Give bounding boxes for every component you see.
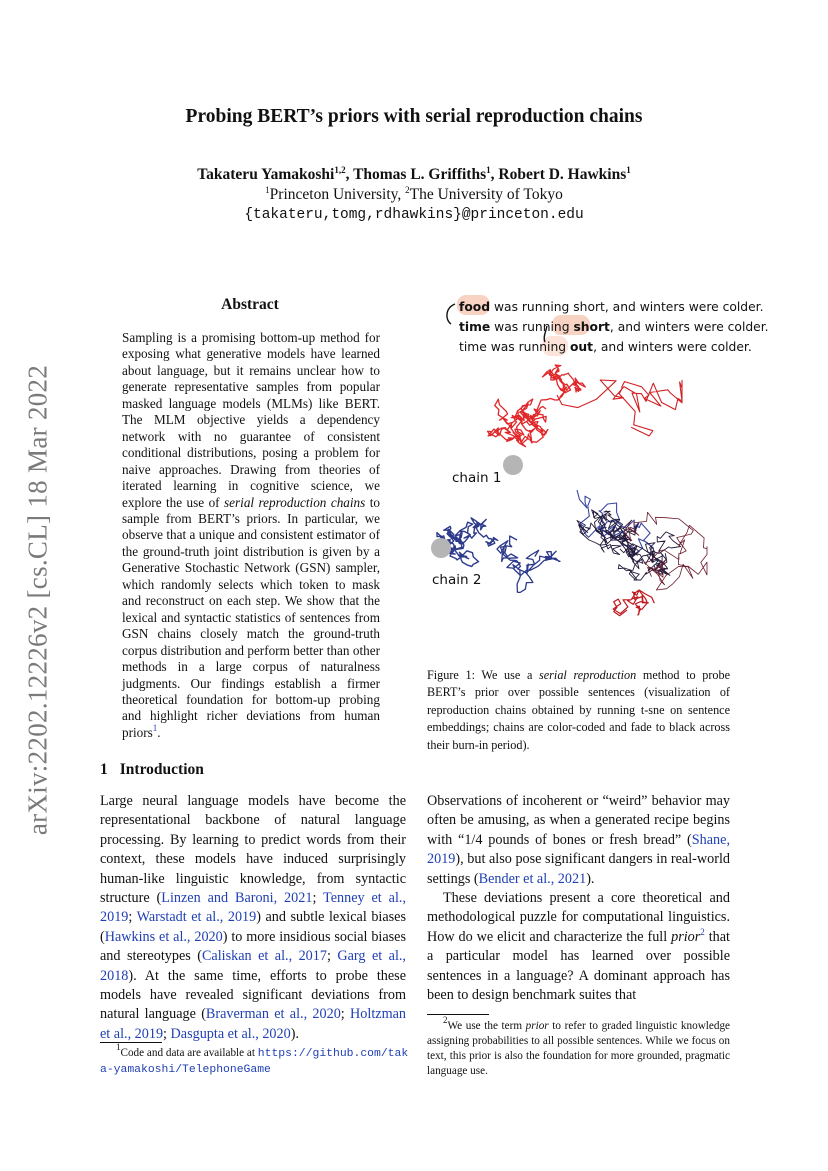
footnote-text: We use the term: [447, 1020, 526, 1032]
citation-link[interactable]: Warstadt et al., 2019: [136, 909, 257, 926]
caption-emphasis: serial reproduction: [539, 668, 637, 682]
citation-link[interactable]: Holtzman et al., 2019: [100, 1006, 406, 1042]
footnote-text: Code and data are available at: [120, 1047, 258, 1059]
figure-1: [427, 290, 769, 660]
footnote-2: [427, 1015, 730, 1079]
code-repository-link[interactable]: https://github.com/taka-yamakoshi/TelephoneGame: [100, 1048, 409, 1076]
affil-mark: 1: [265, 185, 270, 195]
sentence-2-word: short: [573, 320, 610, 334]
citation-link[interactable]: Bender et al., 2021: [478, 870, 587, 887]
caption-text: Figure 1: We use a: [427, 668, 540, 682]
trajectory-segment: [624, 512, 707, 590]
figure-caption: [427, 667, 730, 754]
caption-text: method to probe BERT’s prior over possible sentences (visualization of reproduction chains obtained by running t-sne on sentence embeddings; chains are color-coded and fade to black across their burn-in period).: [427, 668, 730, 752]
citation-link[interactable]: Braverman et al., 2020: [205, 1006, 341, 1023]
paragraph-text: ;: [163, 1025, 171, 1042]
paper-title: Probing BERT’s priors with serial reproduction chains: [185, 106, 643, 127]
abstract-body: [122, 330, 380, 741]
sentence-3-rest: , and winters were colder.: [593, 340, 752, 354]
paragraph-text: ;: [340, 1006, 351, 1023]
sentence-2-rest: , and winters were colder.: [609, 320, 769, 334]
arxiv-id-text: arXiv:2202.12226v2 [cs.CL] 18 Mar 2022: [22, 364, 53, 836]
sentence-3-word: out: [569, 340, 594, 354]
footnote-mark[interactable]: 1: [152, 722, 158, 733]
sentence-3-pre: time was running: [459, 340, 570, 354]
affiliations: [0, 186, 828, 204]
citation-link[interactable]: Hawkins et al., 2020: [104, 928, 223, 945]
sentence-2: [459, 320, 769, 334]
chain-1-trajectory: [488, 365, 682, 616]
citation-link[interactable]: Dasgupta et al., 2020: [170, 1025, 291, 1042]
burn-in-trajectory: [577, 510, 707, 590]
affil-mark: 2: [405, 185, 410, 195]
arxiv-identifier: [18, 360, 58, 840]
footnote-emphasis: prior: [525, 1020, 549, 1032]
author-affil-mark: 1: [486, 165, 491, 175]
author-name: Robert D. Hawkins: [498, 166, 627, 183]
trajectory-segment: [613, 590, 654, 616]
trajectory-segment: [577, 510, 681, 580]
paragraph-text: ). At the same time, efforts to probe these models have revealed significant deviations from natural language (: [100, 967, 406, 1023]
paragraph-text: Large neural language models have become the representational backbone of natural language processing. By learning to predict words from their context, these models have induced surprisingly human-like linguistic knowledge, from syntactic structure (: [100, 793, 406, 907]
prior-term: prior: [671, 928, 701, 945]
paragraph-text: ) to more insidious social biases and stereotypes (: [100, 928, 406, 965]
affiliation: The University of Tokyo: [409, 186, 563, 203]
paragraph-text: that a particular model has learned over possible sentences in a language? A dominant approach has been to design benchmark suites that: [427, 928, 730, 1004]
sentence-1-rest: was running short, and winters were colder.: [490, 300, 764, 314]
citation-link[interactable]: Garg et al., 2018: [100, 948, 406, 984]
section-number: 1: [100, 761, 108, 778]
footnote-rule: [427, 1014, 489, 1015]
affiliation: Princeton University,: [269, 186, 406, 203]
abstract-text-end: .: [157, 724, 161, 740]
sentence-2-mid: was running: [490, 320, 574, 334]
footnote-1: [100, 1042, 410, 1078]
paragraph-text: These deviations present a core theoretical and methodological puzzle for computational linguistics. How do we elicit and characterize the full: [427, 890, 730, 945]
footnote-number: 2: [443, 1015, 448, 1025]
paragraph-text: Observations of incoherent or “weird” behavior may often be amusing, as when a generated recipe begins with “1/4 pounds of bones or fresh bread” (: [427, 793, 730, 848]
author-affil-mark: 1,2: [334, 165, 346, 175]
citation-link[interactable]: Linzen and Baroni, 2021: [161, 890, 313, 907]
author-affil-mark: 1: [626, 165, 631, 175]
citation-link[interactable]: Tenney et al., 2019: [100, 890, 406, 926]
intro-paragraph-3: [427, 889, 730, 1005]
intro-left-column: [100, 792, 406, 1044]
paragraph-text: ) and subtle lexical biases (: [100, 909, 406, 945]
author-separator: ,: [490, 166, 499, 183]
paragraph-text: ;: [128, 909, 137, 926]
citation-link[interactable]: Shane, 2019: [427, 831, 730, 868]
paragraph-text: ;: [312, 890, 324, 907]
sentence-2-first: time: [459, 320, 491, 334]
sentence-1-word: food: [459, 300, 491, 314]
author-emails: {takateru,tomg,rdhawkins}@princeton.edu: [244, 207, 584, 223]
author-separator: ,: [345, 166, 354, 183]
sentence-1: [459, 300, 764, 314]
abstract-heading: Abstract: [221, 296, 279, 313]
footnote-mark[interactable]: 2: [700, 926, 705, 937]
footnote-number: 1: [116, 1042, 121, 1052]
paragraph-text: ).: [290, 1025, 299, 1042]
chain-1-label: chain 1: [452, 470, 502, 486]
author-name: Takateru Yamakoshi: [197, 166, 335, 183]
paragraph-text: ;: [326, 948, 338, 965]
section-heading: [100, 761, 204, 779]
intro-paragraph-1: [100, 792, 406, 1044]
abstract-text: Sampling is a promising bottom-up method for exposing what generative models have learned about language, but it remains unclear how to generate representative samples from popular masked language models (MLMs) like BERT. The MLM objective yields a dependency network with no guarantee of consistent conditional distributions, posing a problem for naive approaches. Drawing from theories of iterated learning in cognitive science, we explore the use of: [122, 330, 380, 510]
paragraph-text: ).: [586, 870, 595, 887]
footnote-text: to refer to graded linguistic knowledge assigning probabilities to all possible sentences. While we focus on text, this prior is also the foundation for more grounded, pragmatic language use.: [427, 1020, 730, 1077]
footnote-rule: [100, 1042, 162, 1043]
author-list: [0, 166, 828, 184]
trajectory-segment: [497, 536, 560, 593]
section-title: Introduction: [119, 761, 204, 778]
intro-right-column: [427, 792, 730, 1005]
paragraph-text: ), but also pose significant dangers in real-world settings (: [427, 851, 730, 887]
citation-link[interactable]: Caliskan et al., 2017: [201, 948, 327, 965]
arrow-1: [447, 304, 455, 324]
chain-2-label: chain 2: [432, 572, 482, 588]
sentence-3: [459, 340, 752, 354]
abstract-emphasis: serial reproduction chains: [224, 494, 366, 510]
chain-1-start-marker: [503, 455, 523, 475]
chain-2-start-marker: [431, 538, 451, 558]
author-name: Thomas L. Griffiths: [353, 166, 487, 183]
intro-paragraph-2: [427, 792, 730, 889]
abstract-text: to sample from BERT’s priors. In particular, we observe that a unique and consistent estimator of the ground-truth joint distribution is given by a Generative Stochastic Network (GSN) sampler, which randomly selects which token to mask and reconstruct on each step. We show that the lexical and syntactic statistics of sentences from GSN chains closely match the ground-truth corpus distribution and perform better than other methods in a large corpus of naturalness judgments. Our findings establish a firmer theoretical foundation for bottom-up probing and highlight richer deviations from human priors: [122, 494, 381, 740]
